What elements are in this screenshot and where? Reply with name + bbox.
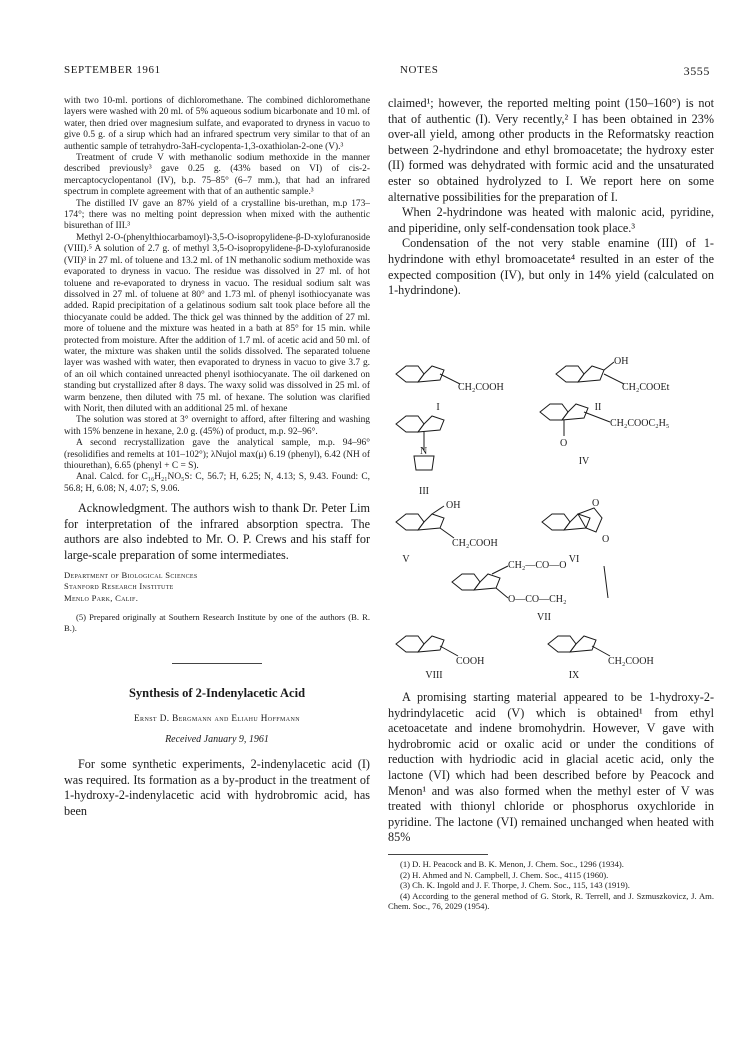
structure-ix-label: IX: [568, 670, 580, 681]
running-header-section: NOTES: [400, 64, 439, 76]
structure-i-label: I: [436, 402, 440, 413]
structure-ii-group: CH₂COOEt: [622, 382, 670, 393]
paragraph: For some synthetic experiments, 2-indenylacetic acid (I) was required. Its formation as a by-product in the treatment of 1-hydroxy-2-indenylacetic acid with hydrobromic acid, has been: [64, 757, 370, 818]
structure-vii-lower-bridge: O—CO—CH₂: [508, 594, 567, 605]
paragraph: Treatment of crude V with methanolic sodium methoxide in the manner described previously³ gave 0.25 g. (43% based on VI) of cis-2-mercaptocyclopentanol (IV), b.p. 75–85° (6–7 mm.), that had an infrared spectrum in complete agreement with that of an authentic sample.³: [64, 153, 370, 198]
structure-iii-nitrogen: N: [420, 446, 428, 457]
structure-v-label: V: [402, 554, 410, 565]
structure-vii-cyclopentane-ring: [474, 574, 500, 590]
footnote: [64, 612, 370, 633]
structure-iv-group: CH₂COOC₂H₅: [610, 418, 670, 429]
structure-v-group: CH₂COOH: [452, 538, 498, 549]
structure-ix-group: CH₂COOH: [608, 656, 654, 667]
reference-item: (3) Ch. K. Ingold and J. F. Thorpe, J. Chem. Soc., 115, 143 (1919).: [400, 880, 630, 891]
structure-viii-group: COOH: [456, 656, 485, 667]
right-column-lower: [388, 690, 714, 912]
footnote-text: (5) Prepared originally at Southern Research Institute by one of the authors (B. R. B.).: [64, 612, 370, 633]
structure-ix-cyclopentane-ring: [570, 636, 596, 652]
structure-vi-carbonyl-oxygen: O: [602, 534, 610, 545]
paragraph: When 2-hydrindone was heated with malonic acid, pyridine, and piperidine, only self-condensation took place.³: [388, 205, 714, 235]
structure-iii-label: III: [419, 486, 429, 497]
structure-vii-upper-bridge: CH₂—CO—O: [508, 560, 567, 571]
structure-iv-oxygen: O: [560, 438, 568, 449]
paragraph: A promising starting material appeared to be 1-hydroxy-2-hydrindylacetic acid (V) which is obtained¹ from ethyl acetoacetate and indene bromohydrin. However, V gave with hydrobromic acid or oxalic acid or under the conditions of reduction with hydriodic acid in glacial acetic acid, only the lactone (VI) which had been described before by Peacock and Menon¹ and was also formed when the methyl ester of V was treated with thionyl chloride or phosphorus oxychloride in pyridine. The lactone (VI) remained unchanged when heated with 85%: [388, 690, 714, 845]
structure-v-hydroxyl: OH: [446, 500, 461, 511]
structure-iv-label: IV: [578, 456, 590, 467]
reference-item: (2) H. Ahmed and N. Campbell, J. Chem. Soc., 4115 (1960).: [400, 869, 609, 880]
references-divider: [388, 854, 488, 855]
references: [388, 859, 714, 912]
body-text-bottom: [388, 690, 714, 846]
body-text-top: [388, 96, 714, 299]
structure-viii-label: VIII: [425, 670, 443, 681]
paragraph: The solution was stored at 3° overnight to afford, after filtering and washing with 15% benzene in hexane, 2.0 g. (45%) of product, m.p. 92–96°.: [64, 415, 370, 437]
article-authors: Ernst D. Bergmann and Eliahu Hoffmann: [134, 713, 300, 724]
right-column: [388, 96, 714, 299]
page-number: 3555: [683, 64, 710, 78]
paragraph: claimed¹; however, the reported melting point (150–160°) is not that of authentic (I). Very recently,² I has been obtained in 23% over-all yield, among other products in the Reformatsky reaction between 2-hydrindone and ethyl bromoacetate; the hydroxy ester (II) formed was dehydrated with formic acid and the unsaturated ester so obtained hydrolyzed to I. We report here on some alternative possibilities for the preparation of I.: [388, 96, 714, 204]
article-title: Synthesis of 2-Indenylacetic Acid: [128, 686, 306, 701]
structure-v-cyclopentane-ring: [418, 514, 444, 530]
structure-iii-pyrrolidine-ring: [414, 456, 434, 470]
structure-ii-hydroxyl: OH: [614, 356, 629, 367]
experimental-text: [64, 96, 370, 495]
paragraph: Condensation of the not very stable enamine (III) of 1-hydrindone with ethyl bromoacetate⁴ resulted in an ester of the expected composition (IV), but only in 14% yield (calculated on 1-hydrindone).: [388, 236, 714, 298]
structure-vi-label: VI: [568, 554, 580, 565]
affiliation-line: Menlo Park, Calif.: [64, 592, 139, 603]
section-divider: [172, 663, 262, 664]
paragraph: with two 10-ml. portions of dichloromethane. The combined dichloromethane layers were washed with 20 ml. of 5% aqueous sodium bicarbonate and 10 ml. of water, then dried over magnesium sulfate, and evaporated to dryness in vacuo to give 0.5 g. of a sirup which had an infrared spectrum very similar to that of an authentic sample of tetrahydro-3aH-cyclopenta-1,3-oxathiolan-2-one (V).³: [64, 96, 370, 152]
paragraph: The distilled IV gave an 87% yield of a crystalline bis-urethan, m.p 173–174°; there was no melting point depression when mixed with the authentic bisurethan of III.³: [64, 198, 370, 232]
structure-vi-ring-oxygen: O: [592, 498, 600, 509]
affiliation: [64, 570, 370, 605]
paragraph: A second recrystallization gave the analytical sample, m.p. 94–96° (resolidifies and remelts at 101–102°); λNujol max(μ) 6.19 (phenyl), 6.42 (NH of thiourethan), 6.65 (phenyl + C = S).: [64, 438, 370, 471]
structure-i-group: CH₂COOH: [458, 382, 504, 393]
affiliation-line: Department of Biological Sciences: [64, 569, 198, 580]
chemical-structures: [388, 352, 714, 682]
structure-vii-label: VII: [537, 612, 551, 623]
paragraph: Methyl 2-O-(phenylthiocarbamoyl)-3,5-O-isopropylidene-β-D-xylofuranoside (VIII).⁵ A solution of 2.7 g. of methyl 3,5-O-isopropylidene-β-D-xylofuranoside (VII)³ in 27 ml. of toluene and 13.2 ml. of 1N methanolic sodium methoxide was evaporated to dryness in vacuo. The residue was dissolved in 27 ml. of hot toluene and re-evaporated to dryness in vacuo. The residual sodium salt was dissolved in 27 ml. of toluene at 80° and 1.73 ml. of phenyl isothiocyanate was added. Rapid precipitation of a gelatinous sodium salt took place before all the thiocyanate could be added. The thick gel was thinned by the addition of 27 ml. more of toluene and the mixture was heated in a bath at 85° for 15 min. while protected from moisture. After the addition of 1.7 ml. of acetic acid and 50 ml. of water, the mixture was shaken until the solids dissolved. The separated toluene layer was washed with water, then evaporated to dryness in vacuo to give 3.7 g. of an oil which contained unreacted phenyl isothiocyanate. The oil darkened on standing but crystallized after 8 days. The waxy solid was dissolved in 25 ml. of warm benzene, then diluted with 75 ml. of hexane. The solution was clarified with Norit, then diluted with an additional 25 ml. of hexane: [64, 232, 370, 414]
acknowledgment: [64, 501, 370, 563]
structure-viii-cyclopentane-ring: [418, 636, 444, 652]
running-header-date: SEPTEMBER 1961: [64, 64, 161, 76]
reference-item: (4) According to the general method of G. Stork, R. Terrell, and J. Szmuszkovicz, J. Am. Chem. Soc., 76, 2029 (1954).: [388, 890, 714, 912]
affiliation-line: Stanford Research Institute: [64, 581, 174, 592]
acknowledgment-text: Acknowledgment. The authors wish to thank Dr. Peter Lim for interpretation of the infrared absorption spectra. The authors are also indebted to Mr. O. P. Crews and his staff for large-scale preparation of some intermediates.: [64, 501, 370, 562]
received-date: Received January 9, 1961: [165, 734, 269, 746]
structure-ii-label: II: [594, 402, 602, 413]
structure-iii-indene-ring: [418, 416, 444, 432]
paragraph: Anal. Calcd. for C₁₆H₂₁NO₅S: C, 56.7; H, 6.25; N, 4.13; S, 9.43. Found: C, 56.8; H, 6.08; N, 4.07; S, 9.06.: [64, 472, 370, 494]
article-intro: [64, 757, 370, 819]
structure-ii-cyclopentane-ring: [578, 366, 604, 382]
structure-diagram: [388, 352, 714, 682]
left-column: [64, 96, 370, 819]
reference-item: (1) D. H. Peacock and B. K. Menon, J. Chem. Soc., 1296 (1934).: [400, 858, 624, 869]
